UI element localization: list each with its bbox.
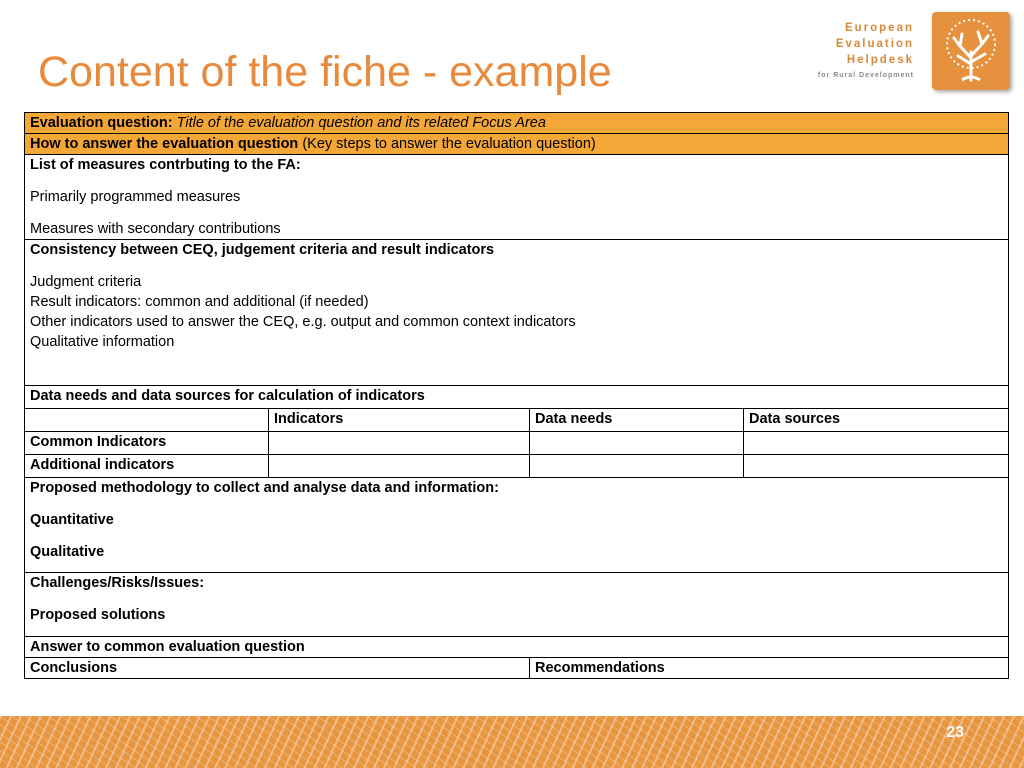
consistency-line: Other indicators used to answer the CEQ, e.g. output and common context indicators — [30, 314, 576, 330]
challenges-heading: Challenges/Risks/Issues: — [30, 575, 205, 591]
conclusions-cell: Conclusions — [25, 658, 530, 679]
how-to-answer-row — [25, 134, 1009, 155]
column-header-indicators: Indicators — [269, 409, 530, 432]
page-number: 23 — [946, 724, 964, 741]
table-cell — [269, 455, 530, 478]
measures-section — [25, 155, 1009, 240]
methodology-quantitative: Quantitative — [30, 512, 114, 528]
answer-heading: Answer to common evaluation question — [25, 637, 1009, 658]
table-cell — [744, 432, 1009, 455]
consistency-line: Result indicators: common and additional (if needed) — [30, 294, 369, 310]
logo-line-2: Evaluation — [835, 38, 914, 50]
column-header-data-sources: Data sources — [744, 409, 1009, 432]
table-cell — [744, 455, 1009, 478]
methodology-heading: Proposed methodology to collect and analyse data and information: — [30, 480, 499, 496]
evaluation-question-text: Title of the evaluation question and its related Focus Area — [176, 115, 546, 131]
logo-line-3: Helpdesk — [846, 54, 914, 66]
table-cell — [530, 455, 744, 478]
row-label-additional-indicators: Additional indicators — [25, 455, 269, 478]
secondary-measures-text: Measures with secondary contributions — [30, 221, 281, 237]
consistency-line: Judgment criteria — [30, 274, 142, 290]
consistency-heading: Consistency between CEQ, judgement criteria and result indicators — [30, 242, 495, 258]
consistency-line: Qualitative information — [30, 334, 175, 350]
footer-band — [0, 716, 1024, 768]
evaluation-question-label: Evaluation question: — [30, 115, 173, 131]
primary-measures-text: Primarily programmed measures — [30, 189, 241, 205]
row-label-common-indicators: Common Indicators — [25, 432, 269, 455]
helpdesk-logo — [805, 12, 1010, 92]
logo-line-1: European — [844, 22, 914, 34]
consistency-section — [25, 240, 1009, 386]
slide-title: Content of the fiche - example — [38, 48, 612, 96]
column-header-data-needs: Data needs — [530, 409, 744, 432]
how-to-answer-label: How to answer the evaluation question — [30, 136, 299, 152]
measures-heading: List of measures contrbuting to the FA: — [30, 157, 301, 173]
logo-subline: for Rural Development — [817, 72, 914, 79]
evaluation-question-row — [25, 113, 1009, 134]
data-needs-heading: Data needs and data sources for calculation of indicators — [25, 386, 1009, 409]
how-to-answer-text: (Key steps to answer the evaluation question) — [302, 136, 596, 152]
recommendations-cell: Recommendations — [530, 658, 1009, 679]
challenges-section — [25, 573, 1009, 637]
table-cell — [530, 432, 744, 455]
methodology-section — [25, 478, 1009, 573]
empty-header-cell — [25, 409, 269, 432]
table-cell — [269, 432, 530, 455]
tree-icon — [932, 12, 1010, 90]
proposed-solutions: Proposed solutions — [30, 607, 166, 623]
fiche-table — [24, 112, 1009, 679]
methodology-qualitative: Qualitative — [30, 544, 105, 560]
logo-text — [818, 20, 914, 82]
